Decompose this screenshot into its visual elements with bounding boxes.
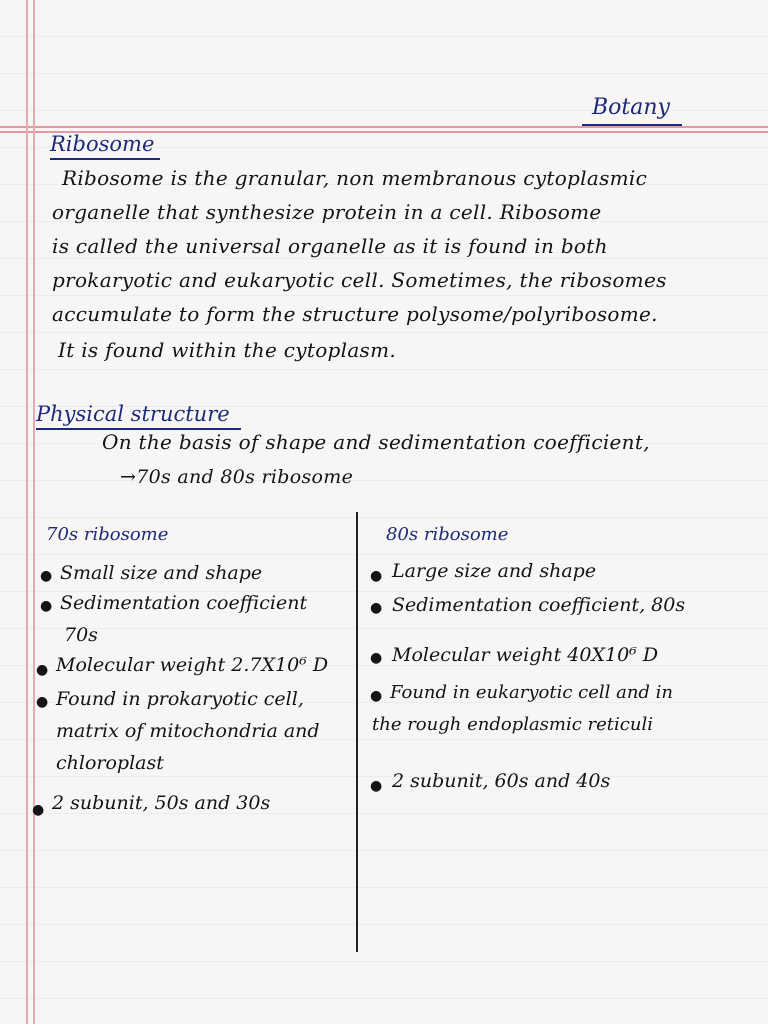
left-item: 2 subunit, 50s and 30s [52,792,271,814]
intro-line: It is found within the cytoplasm. [58,338,397,362]
left-item: 70s [64,624,98,646]
right-item: Molecular weight 40X10⁶ D [392,644,659,666]
title-underline [50,158,160,160]
right-item: Sedimentation coefficient, 80s [392,594,686,616]
right-item: 2 subunit, 60s and 40s [392,770,611,792]
bullet-dot: ● [36,694,49,710]
intro-line: organelle that synthesize protein in a cell. Ribosome [52,200,602,224]
bullet-dot: ● [40,568,53,584]
bullet-dot: ● [370,650,383,666]
subject-underline [582,124,682,126]
left-item: matrix of mitochondria and [56,720,320,742]
bullet-dot: ● [370,568,383,584]
left-item: Small size and shape [60,562,263,584]
right-item: the rough endoplasmic reticuli [372,714,653,735]
section-heading: Physical structure [36,402,230,426]
right-item: Large size and shape [392,560,597,582]
intro-line: prokaryotic and eukaryotic cell. Sometimes, the ribosomes [52,268,667,292]
bullet-dot: ● [370,688,383,704]
intro-line: accumulate to form the structure polysome/polyribosome. [52,302,658,326]
right-item: Found in eukaryotic cell and in [390,682,674,703]
right-column-title: 80s ribosome [386,524,509,545]
physical-line: On the basis of shape and sedimentation coefficient, [102,430,650,454]
physical-line: →70s and 80s ribosome [120,466,354,488]
bullet-dot: ● [32,802,45,818]
bullet-dot: ● [370,600,383,616]
subject-label: Botany [592,95,670,120]
intro-line: Ribosome is the granular, non membranous cytoplasmic [62,166,648,190]
bullet-dot: ● [36,662,49,678]
top-rule-1 [0,126,768,128]
intro-line: is called the universal organelle as it is found in both [52,234,608,258]
margin-line-1 [26,0,28,1024]
left-item: Sedimentation coefficient [60,592,308,614]
left-column-title: 70s ribosome [46,524,169,545]
margin-line-2 [33,0,35,1024]
left-item: chloroplast [56,752,164,774]
left-item: Found in prokaryotic cell, [56,688,304,710]
column-divider [356,512,358,952]
page-title: Ribosome [50,132,155,156]
bullet-dot: ● [370,778,383,794]
bullet-dot: ● [40,598,53,614]
left-item: Molecular weight 2.7X10⁶ D [56,654,329,676]
